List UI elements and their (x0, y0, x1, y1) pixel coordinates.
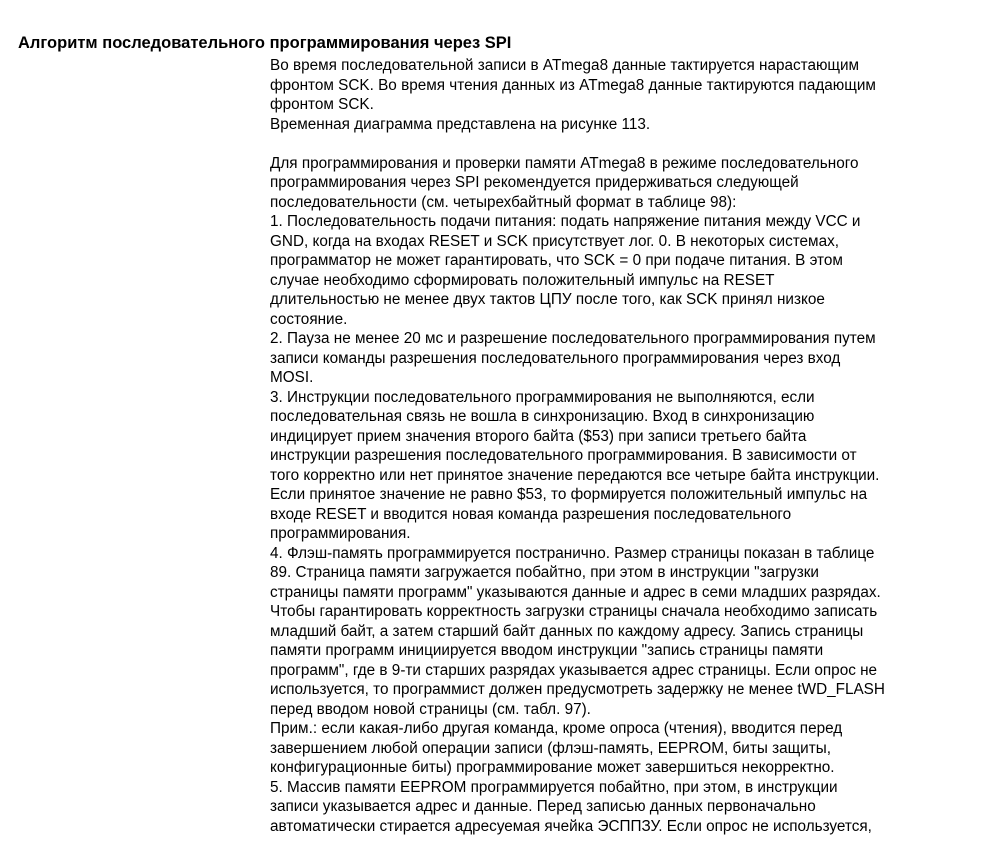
text-line: индицирует прием значения второго байта ($53) при записи третьего байта (270, 427, 807, 445)
text-line: 1. Последовательность подачи питания: подать напряжение питания между VCC и (270, 213, 861, 230)
text-line: Если принятое значение не равно $53, то формируется положительный импульс на (270, 486, 868, 503)
text-line: 89. Страница памяти загружается побайтно, при этом в инструкции "загрузки (270, 564, 819, 581)
text-line: используется, то программист должен предусмотреть задержку не менее tWD_FLASH (270, 681, 885, 698)
text-line: 2. Пауза не менее 20 мс и разрешение последовательного программирования путем (270, 330, 876, 347)
text-line: записи указывается адрес и данные. Перед записью данных первоначально (270, 798, 816, 815)
text-line: 3. Инструкции последовательного программирования не выполняются, если (270, 388, 815, 406)
text-line: перед вводом новой страницы (см. табл. 97). (270, 700, 591, 718)
text-line: завершением любой операции записи (флэш-память, EEPROM, биты защиты, (270, 739, 831, 757)
text-line: фронтом SCK. Во время чтения данных из ATmega8 данные тактируются падающим (270, 76, 876, 94)
text-line: записи команды разрешения последовательного программирования через вход (270, 349, 841, 367)
text-line: страницы памяти программ" указываются данные и адрес в семи младших разрядах. (270, 583, 881, 601)
text-line: программирования. (270, 525, 411, 542)
text-line: Во время последовательной записи в ATmega8 данные тактируется нарастающим (270, 57, 860, 74)
text-line: Прим.: если какая-либо другая команда, кроме опроса (чтения), вводится перед (270, 720, 843, 737)
body-text (270, 56, 970, 836)
text-line: 5. Массив памяти EEPROM программируется побайтно, при этом, в инструкции (270, 778, 838, 796)
blank-line (270, 134, 970, 154)
text-line: MOSI. (270, 369, 314, 386)
text-line: конфигурационные биты) программирование может завершиться некорректно. (270, 759, 835, 776)
text-line: длительностью не менее двух тактов ЦПУ после того, как SCK принял низкое (270, 291, 825, 308)
text-line: последовательности (см. четырехбайтный формат в таблице 98): (270, 193, 737, 211)
section-heading: Алгоритм последовательного программирования через SPI (18, 34, 512, 52)
text-line: младший байт, а затем старший байт данных по каждому адресу. Запись страницы (270, 622, 864, 640)
text-line: входе RESET и вводится новая команда разрешения последовательного (270, 505, 792, 523)
text-line: памяти программ инициируется вводом инструкции "запись страницы памяти (270, 642, 824, 659)
text-line: 4. Флэш-память программируется постранично. Размер страницы показан в таблице (270, 544, 875, 562)
text-line: состояние. (270, 310, 348, 328)
text-line: программатор не может гарантировать, что SCK = 0 при подаче питания. В этом (270, 252, 843, 269)
text-line: Временная диаграмма представлена на рисунке 113. (270, 115, 651, 133)
text-line: случае необходимо сформировать положительный импульс на RESET (270, 271, 775, 289)
text-line: инструкции разрешения последовательного программирования. В зависимости от (270, 447, 857, 464)
text-line: фронтом SCK. (270, 96, 374, 113)
text-line: программирования через SPI рекомендуется придерживаться следующей (270, 174, 799, 191)
text-line: Для программирования и проверки памяти ATmega8 в режиме последовательного (270, 154, 859, 172)
text-line: программ", где в 9-ти старших разрядах указывается адрес страницы. Если опрос не (270, 661, 878, 679)
text-line: Чтобы гарантировать корректность загрузки страницы сначала необходимо записать (270, 603, 878, 620)
text-line: того корректно или нет принятое значение передаются все четыре байта инструкции. (270, 466, 880, 484)
text-line: автоматически стирается адресуемая ячейка ЭСППЗУ. Если опрос не используется, (270, 817, 872, 835)
text-line: последовательная связь не вошла в синхронизацию. Вход в синхронизацию (270, 408, 815, 425)
text-line: GND, когда на входах RESET и SCK присутствует лог. 0. В некоторых системах, (270, 232, 839, 250)
